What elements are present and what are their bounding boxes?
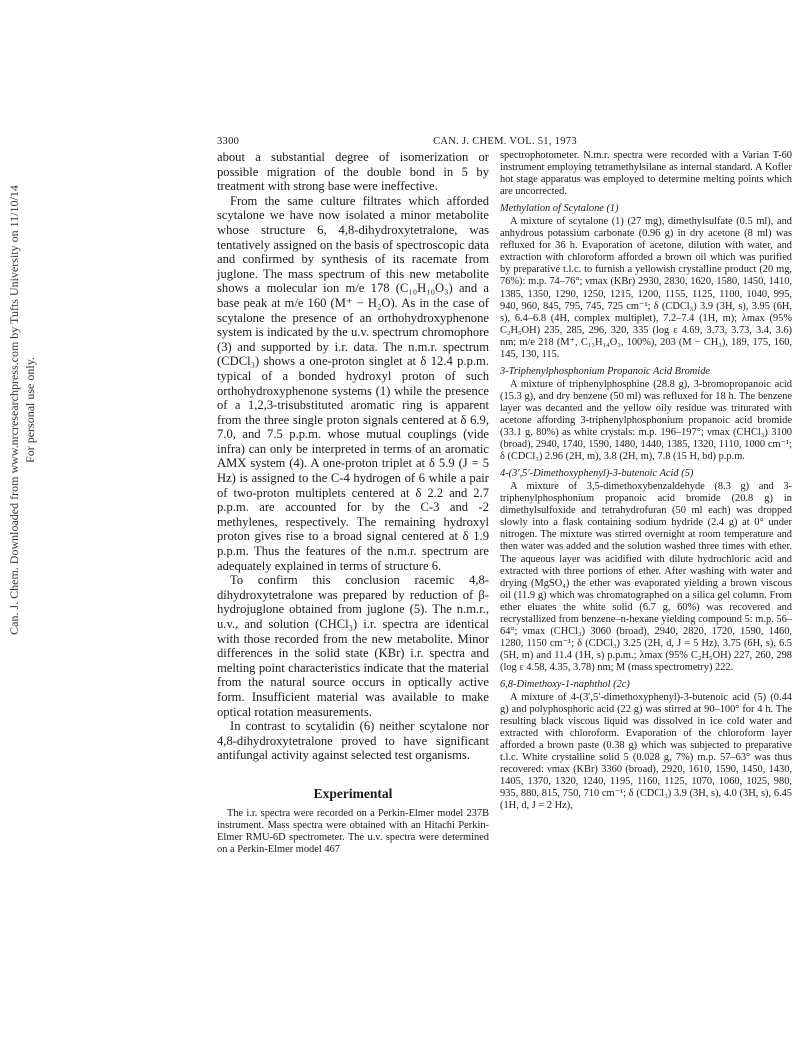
section-body: A mixture of triphenylphosphine (28.8 g), 3-bromopropanoic acid (15.3 g), and dry benzene (50 ml) was refluxed for 18 h. The benzene layer was decanted and the yellow oily residue was triturated with acetone affording 3-triphenylphosphonium propanoic acid bromide (33.1 g, 80%) as white crystals: m.p. 196–197°; νmax (CHCl₃) 3100 (broad), 2940, 1740, 1590, 1480, 1440, 1385, 1320, 1110, 1000 cm⁻¹; δ (CDCl₃) 2.96 (2H, m), 3.8 (2H, m), 7.8 (15 H, bd) p.p.m. — [500, 378, 792, 463]
left-column — [217, 150, 489, 856]
paragraph: To confirm this conclusion racemic 4,8-dihydroxytetralone was prepared by reduction of β-hydrojuglone obtained from juglone (5). The n.m.r., u.v., and solution (CHCl₃) i.r. spectra are identical with those recorded from the new metabolite. Minor differences in the solid state (KBr) i.r. spectra and melting point characteristics indicate that the material from the natural source occurs in optically active form. Insufficient material was available to make optical rotation measurements. — [217, 573, 489, 719]
right-column — [500, 150, 792, 812]
journal-citation: CAN. J. CHEM. VOL. 51, 1973 — [433, 136, 577, 147]
personal-use-notice: For personal use only. — [23, 357, 37, 463]
experimental-intro: The i.r. spectra were recorded on a Perkin-Elmer model 237B instrument. Mass spectra were obtained with an Hitachi Perkin-Elmer RMU-6D spectrometer. The u.v. spectra were determined on a Perkin-Elmer model 467 — [217, 807, 489, 855]
section-title: 6,8-Dimethoxy-1-naphthol (2c) — [500, 678, 630, 690]
instrument-paragraph: spectrophotometer. N.m.r. spectra were recorded with a Varian T-60 instrument employing tetramethylsilane as internal standard. A Kofler hot stage apparatus was employed to determine melting points which are uncorrected. — [500, 150, 792, 198]
section-body: A mixture of 3,5-dimethoxybenzaldehyde (8.3 g) and 3-triphenylphosphonium propanoic acid bromide (20.8 g) in dimethylsulfoxide and tetrahydrofuran (50 ml each) was dropped slowly into a flask containing sodium hydride (2.4 g) at 0° under nitrogen. The mixture was stirred overnight at room temperature and then water was added and the solution washed three times with ether. The aqueous layer was acidified with dilute hydrochloric acid and extracted with three portions of ether. After washing with water and drying (MgSO₄) the ether was evaporated yielding a brown viscous oil (11.9 g) which was chromatographed on a silica gel column. From ether eluates the white solid (6.7 g, 60%) was recovered and recrystallized from benzene–n-hexane yielding compound 5: m.p. 56–64°; νmax (CHCl₃) 3060 (broad), 2940, 2820, 1720, 1590, 1460, 1280, 1150 cm⁻¹; δ (CDCl₃) 3.25 (2H, d, J = 5 Hz), 3.75 (6H, s), 6.5 (5H, m) and 11.4 (1H, s) p.p.m.; λmax (95% C₂H₅OH) 227, 260, 298 (log ε 4.58, 4.35, 3.78) nm; M (mass spectrometry) 222. — [500, 481, 792, 673]
section-body: A mixture of scytalone (1) (27 mg), dimethylsulfate (0.5 ml), and anhydrous potassium carbonate (0.96 g) in dry acetone (8 ml) was refluxed for 36 h. Evaporation of acetone, dilution with water, and extraction with chloroform afforded a brown oil which was purified by preparative t.l.c. to furnish a yellowish crystalline product (20 mg, 76%): m.p. 74–76°; νmax (KBr) 2930, 2830, 1620, 1580, 1450, 1410, 1385, 1350, 1290, 1250, 1215, 1200, 1155, 1125, 1100, 1040, 995, 940, 960, 845, 795, 745, 725 cm⁻¹; δ (CDCl₃) 3.9 (3H, s), 3.95 (6H, s), 6.4–6.8 (4H, complex multiplet), 7.2–7.4 (1H, m); λmax (95% C₂H₅OH) 235, 285, 296, 320, 335 (log ε 4.69, 3.73, 3.73, 3.4, 3.6) nm; m/e 218 (M⁺, C₁₃H₁₄O₃, 100%), 203 (M − CH₃), 189, 175, 160, 145, 130, 115. — [500, 216, 792, 360]
paragraph: From the same culture filtrates which afforded scytalone we have now isolated a minor metabolite whose structure 6, 4,8-dihydroxytetralone, was tentatively assigned on the basis of spectroscopic data and confirmed by synthesis of its racemate from juglone. The mass spectrum of this new metabolite shows a molecular ion m/e 178 (C₁₀H₁₀O₃) and a base peak at m/e 160 (M⁺ − H₂O). As in the case of scytalone the presence of an orthohydroxyphenone system is indicated by the u.v. spectrum chromophore (3) and supported by i.r. data. The n.m.r. spectrum (CDCl₃) shows a one-proton singlet at δ 12.4 p.p.m. typical of a bonded hydroxyl proton of such orthohydroxyphenone systems (1) while the presence of a 1,2,3-trisubstituted aromatic ring is apparent from the three single proton signals centered at δ 6.9, 7.0, and 7.5 p.p.m. whose mutual couplings (vide infra) can only be interpreted in terms of an aromatic AMX system (4). A one-proton triplet at δ 5.9 (J = 5 Hz) is assigned to the C-4 hydrogen of 6 while a pair of two-proton multiplets centered at δ 2.2 and 2.7 p.p.m. are accounted for by the C-3 and -2 methylenes, respectively. The remaining hydroxyl proton gives rise to a broad signal centered at δ 1.9 p.p.m. Thus the features of the n.m.r. spectrum are adequately explained in terms of structure 6. — [217, 193, 489, 573]
download-notice-line: Can. J. Chem. Downloaded from www.nrcresearchpress.com by Tufts University on 11/10/14 — [7, 185, 21, 635]
section-title: 4-(3′,5′-Dimethoxyphenyl)-3-butenoic Acid (5) — [500, 468, 694, 480]
page-number: 3300 — [217, 136, 240, 147]
section-title: 3-Triphenylphosphonium Propanoic Acid Bromide — [500, 365, 711, 377]
paragraph: about a substantial degree of isomerization or possible migration of the double bond in 5 by treatment with strong base were ineffective. — [217, 150, 489, 194]
running-header — [217, 136, 793, 150]
experimental-heading: Experimental — [313, 785, 393, 801]
paragraph: In contrast to scytalidin (6) neither scytalone nor 4,8-dihydroxytetralone proved to have significant antifungal activity against selected test organisms. — [217, 719, 489, 763]
section-body: A mixture of 4-(3′,5′-dimethoxyphenyl)-3-butenoic acid (5) (0.44 g) and polyphosphoric acid (22 g) was stirred at 90–100° for 4 h. The resulting black viscous liquid was dissolved in ice cold water and extracted with chloroform. Evaporation of the chloroform layer afforded a brown paste (0.38 g) which was subjected to preparative t.l.c. White crystalline solid 5 (0.028 g, 7%) m.p. 57–63° was thus recovered: νmax (KBr) 3360 (broad), 2920, 1610, 1590, 1450, 1430, 1405, 1370, 1320, 1240, 1195, 1160, 1125, 1070, 1060, 1025, 980, 935, 880, 815, 750, 710 cm⁻¹; δ (CDCl₃) 3.9 (3H, s), 4.0 (3H, s), 6.45 (1H, d, J = 2 Hz), — [500, 692, 792, 812]
download-watermark — [6, 175, 50, 645]
section-title: Methylation of Scytalone (1) — [500, 203, 619, 215]
